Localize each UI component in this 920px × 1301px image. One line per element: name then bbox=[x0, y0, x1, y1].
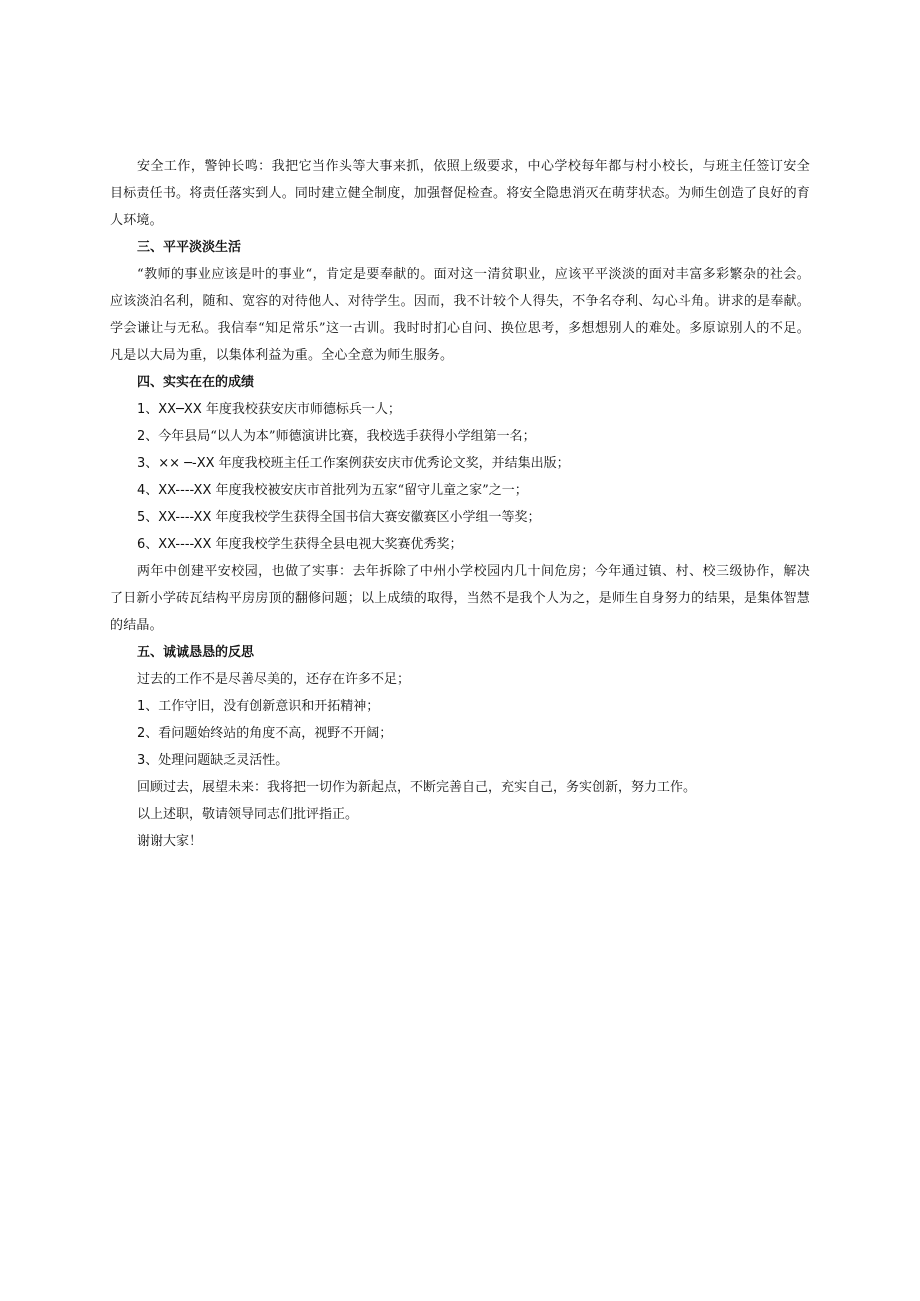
closing-line: 以上述职，敬请领导同志们批评指正。 bbox=[137, 807, 359, 822]
achievement-item bbox=[110, 450, 810, 477]
item-text: 工作守旧，没有创新意识和开拓精神； bbox=[158, 699, 380, 714]
achievement-item bbox=[110, 504, 810, 531]
section-heading-4: 四、实实在在的成绩 bbox=[137, 375, 255, 390]
item-text: 今年县局“以人为本”师德演讲比赛，我校选手获得小学组第一名； bbox=[158, 429, 536, 444]
item-number: 2、 bbox=[137, 429, 159, 444]
item-number: 6、XX----XX bbox=[137, 537, 212, 552]
section-3-paragraph: “教师的事业应该是叶的事业“，肯定是要奉献的。面对这一清贫职业，应该平平淡淡的面对丰富多彩繁杂的社会。应该淡泊名利，随和、宽容的对待他人、对待学生。因而，我不计较个人得失，不争名夺利、勾心斗角。讲求的是奉献。学会谦让与无私。我信奉“知足常乐”这一古训。我时时扪心自问、换位思考，多想想别人的难处。多原谅别人的不足。凡是以大局为重，以集体利益为重。全心全意为师生服务。 bbox=[110, 267, 810, 363]
thanks-line: 谢谢大家！ bbox=[137, 834, 203, 849]
item-number: 1、XX─XX bbox=[137, 402, 202, 417]
reflection-lead: 过去的工作不是尽善尽美的，还存在许多不足； bbox=[137, 672, 411, 687]
item-text: 年度我校被安庆市首批列为五家“留守儿童之家”之一； bbox=[211, 483, 528, 498]
item-text: 年度我校获安庆市师德标兵一人； bbox=[201, 402, 401, 417]
item-text: 年度我校班主任工作案例获安庆市优秀论文奖，并结集出版； bbox=[214, 456, 570, 471]
reflection-item bbox=[110, 693, 810, 720]
section-heading-3: 三、平平淡淡生活 bbox=[137, 240, 242, 255]
reflection-item bbox=[110, 720, 810, 747]
section-4-summary: 两年中创建平安校园，也做了实事：去年拆除了中州小学校园内几十间危房；今年通过镇、村、校三级协作，解决了日新小学砖瓦结构平房房顶的翻修问题；以上成绩的取得，当然不是我个人为之，是师生自身努力的结果，是集体智慧的结晶。 bbox=[110, 564, 810, 633]
item-number: 3、×× ─-XX bbox=[137, 456, 215, 471]
achievement-item bbox=[110, 477, 810, 504]
item-text: 处理问题缺乏灵活性。 bbox=[158, 753, 289, 768]
section-heading-5: 五、诚诚恳恳的反思 bbox=[137, 645, 255, 660]
document-body bbox=[110, 153, 810, 855]
item-text: 年度我校学生获得全县电视大奖赛优秀奖； bbox=[211, 537, 463, 552]
item-number: 4、XX----XX bbox=[137, 483, 212, 498]
item-number: 2、 bbox=[137, 726, 159, 741]
outlook-line: 回顾过去，展望未来：我将把一切作为新起点，不断完善自己，充实自己，务实创新，努力工作。 bbox=[137, 780, 697, 795]
achievement-item bbox=[110, 531, 810, 558]
reflection-item bbox=[110, 747, 810, 774]
item-text: 年度我校学生获得全国书信大赛安徽赛区小学组一等奖； bbox=[211, 510, 541, 525]
achievement-item bbox=[110, 423, 810, 450]
safety-paragraph: 安全工作，警钟长鸣：我把它当作头等大事来抓，依照上级要求，中心学校每年都与村小校长，与班主任签订安全目标责任书。将责任落实到人。同时建立健全制度，加强督促检查。将安全隐患消灭在萌芽状态。为师生创造了良好的育人环境。 bbox=[110, 159, 810, 228]
item-number: 3、 bbox=[137, 753, 159, 768]
item-number: 5、XX----XX bbox=[137, 510, 212, 525]
item-number: 1、 bbox=[137, 699, 159, 714]
item-text: 看问题始终站的角度不高，视野不开阔； bbox=[158, 726, 393, 741]
achievement-item bbox=[110, 396, 810, 423]
